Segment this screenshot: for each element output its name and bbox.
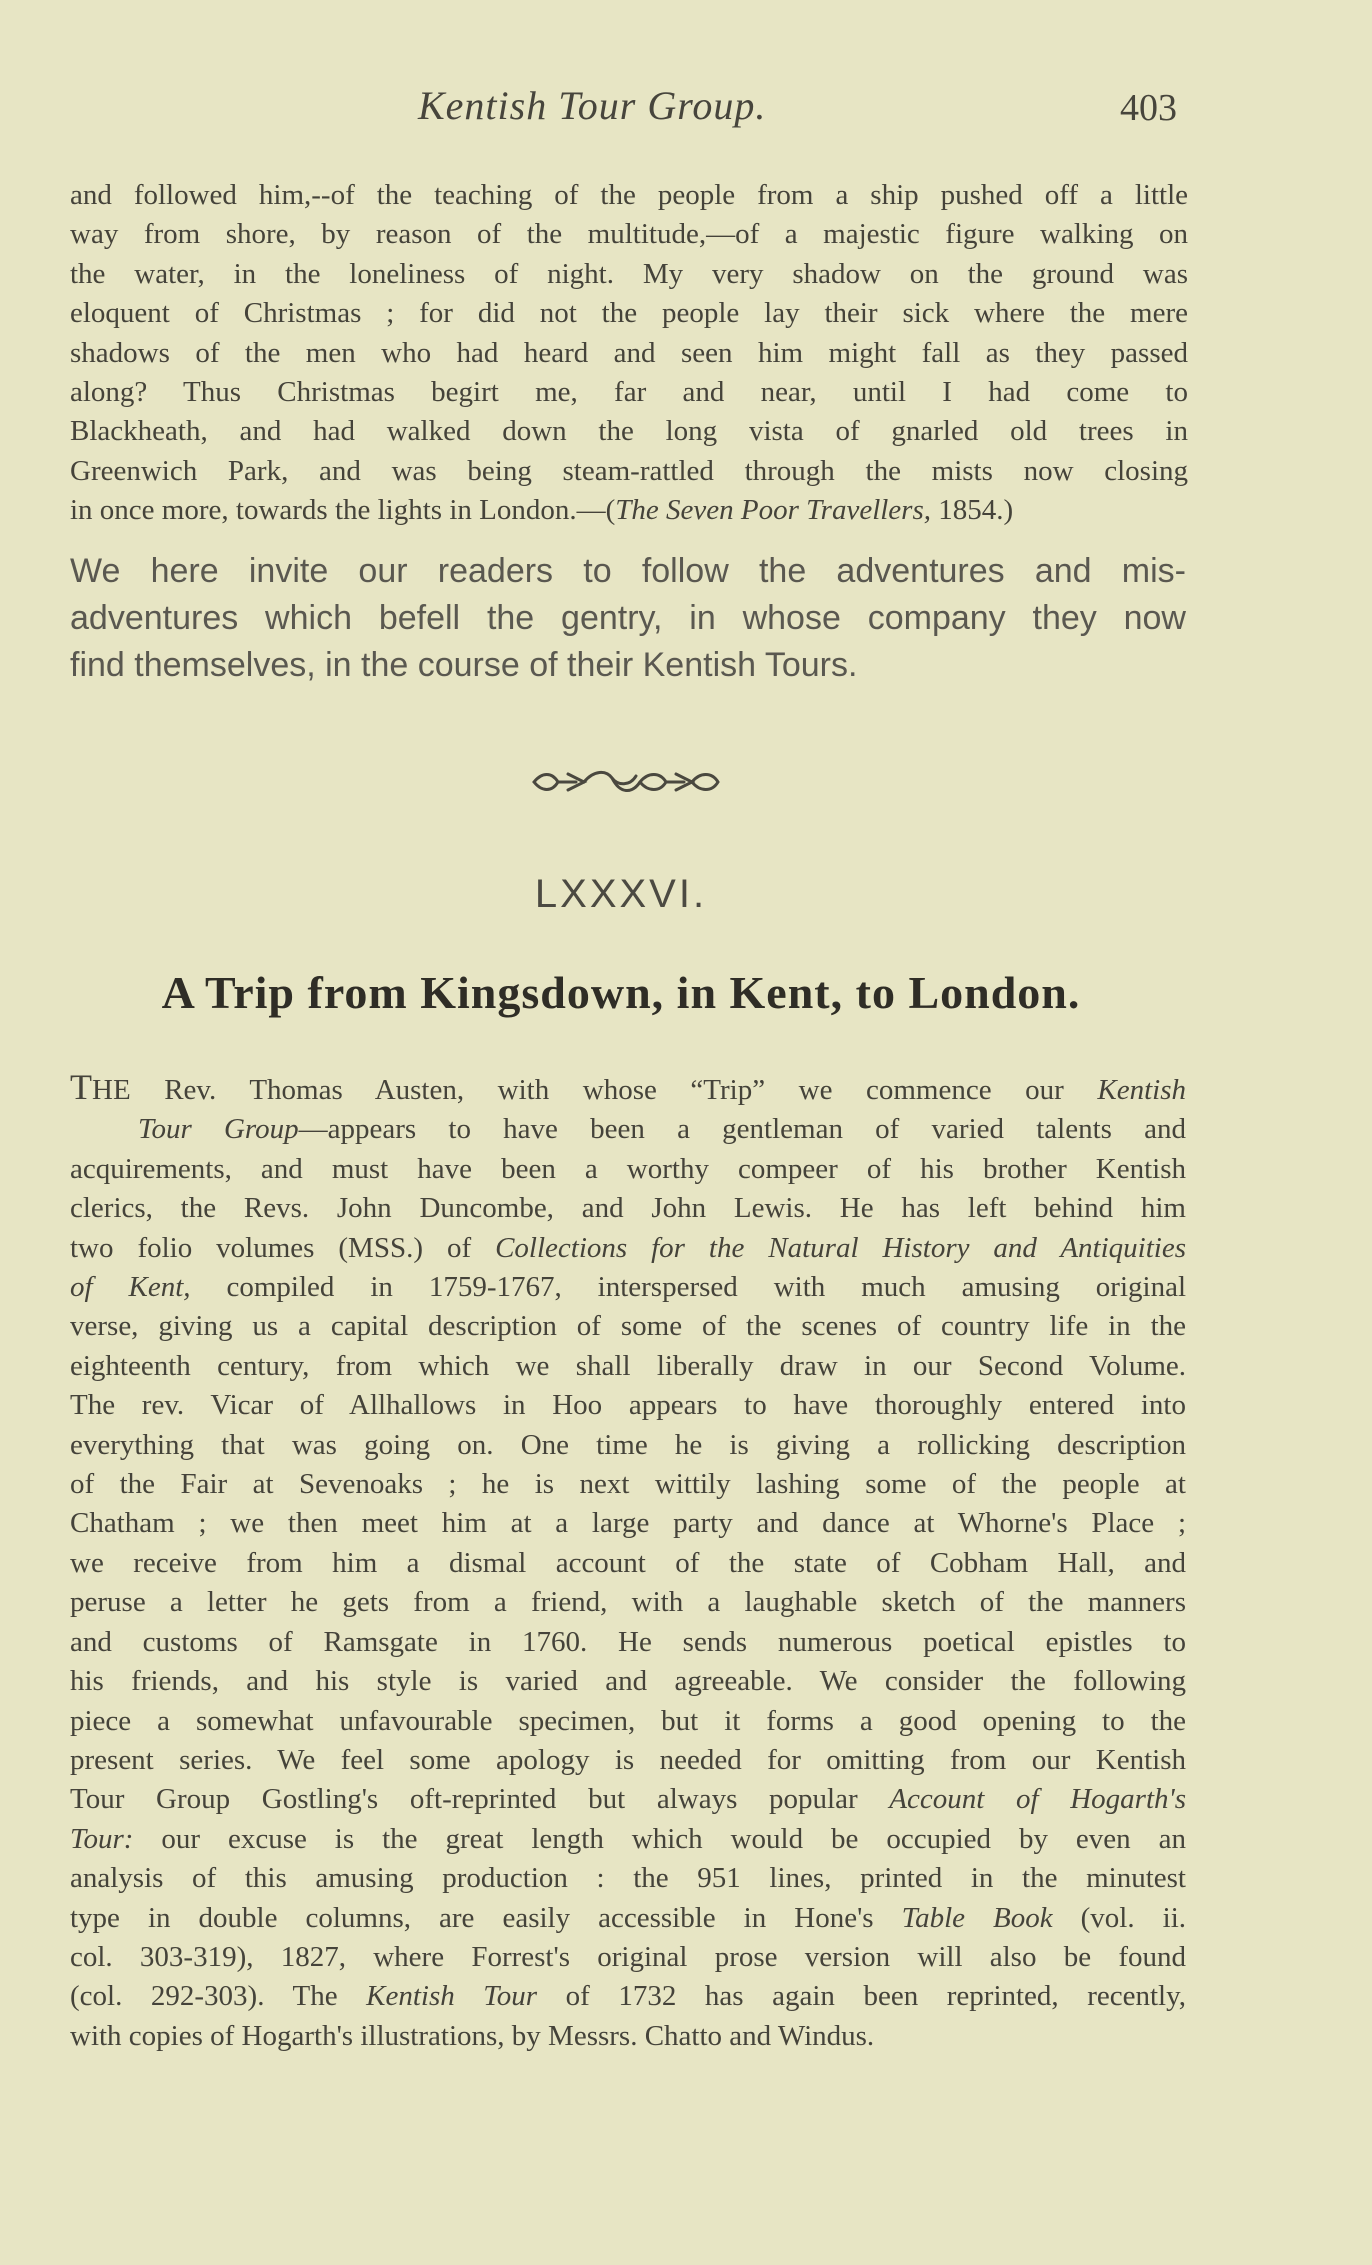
body-line: his friends, and his style is varied and agreeable. We consider the following (70, 1665, 1186, 1698)
quote-line: the water, in the loneliness of night. My very shadow on the ground was (70, 257, 1188, 290)
body-line: eighteenth century, from which we shall liberally draw in our Second Volume. (70, 1349, 1186, 1382)
quote-line: Greenwich Park, and was being steam-rattled through the mists now closing (70, 454, 1188, 487)
quoted-passage (70, 176, 1188, 531)
quote-last-line (70, 491, 1188, 530)
intro-line: find themselves, in the course of their Kentish Tours. (70, 646, 858, 684)
body-line: with copies of Hogarth's illustrations, by Messrs. Chatto and Windus. (70, 2019, 875, 2052)
body-text (70, 1068, 1186, 2056)
body-line: analysis of this amusing production : the 951 lines, printed in the minutest (70, 1862, 1186, 1895)
body-line (70, 1229, 1186, 1268)
body-line: acquirements, and must have been a worthy compeer of his brother Kentish (70, 1152, 1186, 1185)
quote-line: along? Thus Christmas begirt me, far and near, until I had come to (70, 376, 1188, 409)
body-line (70, 1780, 1186, 1819)
body-line (70, 1268, 1186, 1307)
body-line: we receive from him a dismal account of the state of Cobham Hall, and (70, 1546, 1186, 1579)
body-line (70, 1977, 1186, 2016)
body-italic-run: Kentish (1097, 1074, 1186, 1106)
body-text-run: (vol. ii. (1052, 1901, 1186, 1934)
page-number: 403 (1120, 87, 1177, 129)
body-italic-run: Kentish Tour (366, 1980, 538, 2013)
body-line: and customs of Ramsgate in 1760. He sends numerous poetical epistles to (70, 1625, 1186, 1658)
chapter-title: A Trip from Kingsdown, in Kent, to London. (161, 967, 1081, 1018)
body-italic-run: Collections for the Natural History and Antiquities (495, 1231, 1187, 1264)
quote-line: shadows of the men who had heard and seen him might fall as they passed (70, 336, 1188, 369)
body-line: piece a somewhat unfavourable specimen, but it forms a good opening to the (70, 1704, 1186, 1737)
body-line (70, 1899, 1186, 1938)
body-text-run: of 1732 has again been reprinted, recently, (537, 1980, 1186, 2013)
body-text-run: Tour Group Gostling's oft-reprinted but always popular (70, 1783, 890, 1816)
body-line: everything that was going on. One time he is giving a rollicking description (70, 1428, 1186, 1461)
body-text-run: (col. 292-303). The (70, 1980, 367, 2013)
body-italic-run: of Kent, (70, 1271, 191, 1304)
quote-line: Blackheath, and had walked down the long vista of gnarled old trees in (70, 415, 1188, 448)
body-text-run: two folio volumes (MSS.) of (70, 1231, 496, 1264)
body-text-run: HE Rev. Thomas Austen, with whose “Trip” we commence our (92, 1074, 1098, 1106)
quote-line: eloquent of Christmas ; for did not the people lay their sick where the mere (70, 297, 1188, 330)
quote-citation-year: 1854.) (931, 494, 1014, 527)
intro-line: We here invite our readers to follow the adventures and mis- (70, 552, 1186, 590)
body-line: Chatham ; we then meet him at a large party and dance at Whorne's Place ; (70, 1507, 1186, 1540)
body-line: of the Fair at Sevenoaks ; he is next wittily lashing some of the people at (70, 1468, 1186, 1501)
running-head-title: Kentish Tour Group. (418, 83, 767, 128)
chapter-number: LXXXVI. (534, 872, 708, 916)
quote-citation-prefix: in once more, towards the lights in London.—( (70, 494, 616, 527)
body-italic-run: Tour: (70, 1822, 134, 1855)
body-italic-run: Tour Group (138, 1113, 299, 1146)
body-line: The rev. Vicar of Allhallows in Hoo appears to have thoroughly entered into (70, 1389, 1186, 1422)
editor-intro (70, 548, 1186, 689)
quote-line: and followed him,--of the teaching of the people from a ship pushed off a little (70, 179, 1188, 211)
running-head (0, 82, 1372, 142)
drop-cap: T (70, 1067, 92, 1107)
quote-line: way from shore, by reason of the multitude,—of a majestic figure walking on (70, 218, 1188, 251)
body-line: present series. We feel some apology is needed for omitting from our Kentish (70, 1743, 1186, 1776)
body-text-run: type in double columns, are easily accessible in Hone's (70, 1901, 902, 1934)
quote-citation-title: The Seven Poor Travellers, (615, 494, 931, 527)
body-line (70, 1068, 1186, 1110)
body-italic-run: Account of Hogarth's (889, 1783, 1186, 1816)
body-line (70, 1820, 1186, 1859)
body-line: clerics, the Revs. John Duncombe, and John Lewis. He has left behind him (70, 1192, 1186, 1225)
body-text-run: our excuse is the great length which would be occupied by even an (133, 1822, 1186, 1855)
ornament-divider-icon (528, 764, 724, 800)
body-text-run: compiled in 1759-1767, interspersed with much amusing original (190, 1271, 1186, 1304)
body-line: peruse a letter he gets from a friend, with a laughable sketch of the manners (70, 1586, 1186, 1619)
body-italic-run: Table Book (901, 1901, 1053, 1934)
body-line: verse, giving us a capital description of some of the scenes of country life in the (70, 1310, 1186, 1343)
intro-line: adventures which befell the gentry, in whose company they now (70, 599, 1186, 637)
body-line (70, 1110, 1186, 1149)
body-line: col. 303-319), 1827, where Forrest's original prose version will also be found (70, 1940, 1186, 1973)
body-text-run: —appears to have been a gentleman of varied talents and (298, 1113, 1186, 1146)
